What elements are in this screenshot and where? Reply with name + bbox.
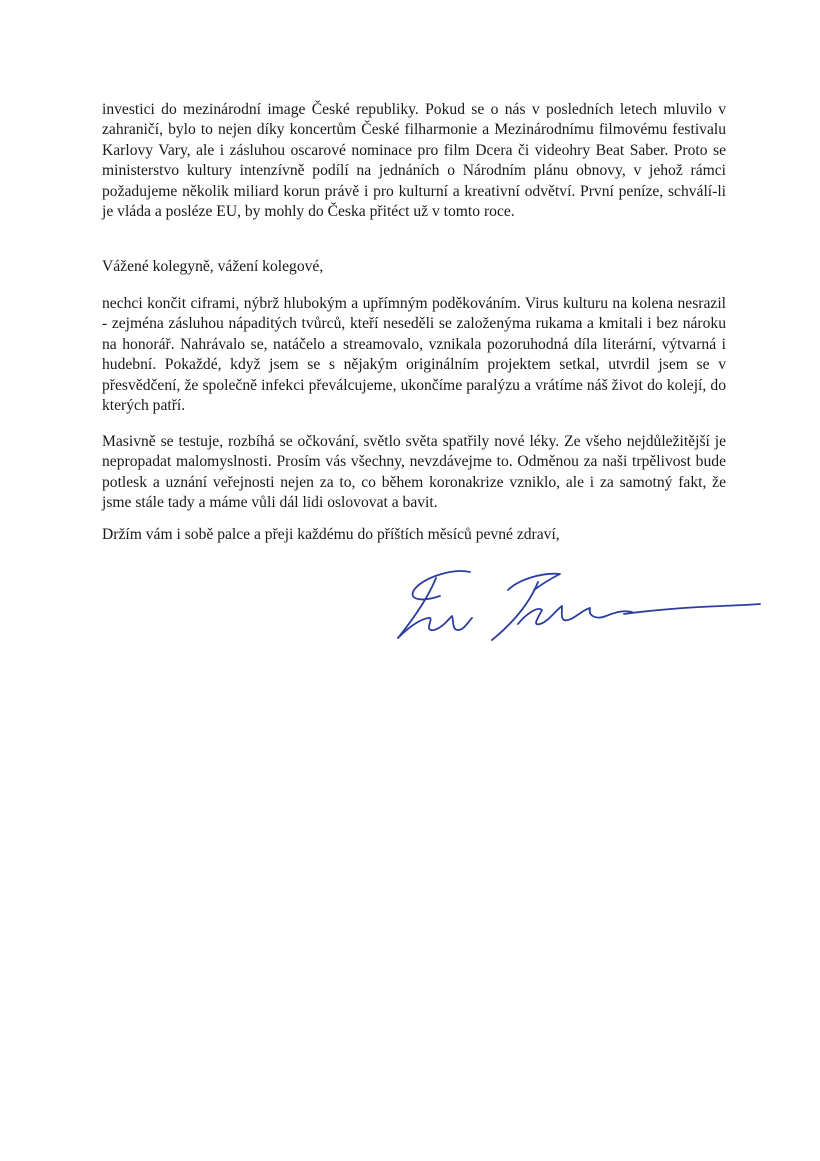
letter-closing: Držím vám i sobě palce a přeji každému do příštích měsíců pevné zdraví, bbox=[102, 526, 560, 543]
letter-paragraph-1: investici do mezinárodní image České republiky. Pokud se o nás v posledních letech mluvilo v zahraničí, bylo to nejen díky koncertům České filharmonie a Mezinárodnímu filmovému festivalu Karlovy Vary, ale i zásluhou oscarové nominace pro film Dcera či videohry Beat Saber. Proto se ministerstvo kultury intenzívně podílí na jednáních o Národním plánu obnovy, v jehož rámci požadujeme několik miliard korun právě i pro kulturní a kreativní odvětví. První peníze, schválí-li je vláda a posléze EU, by mohly do Česka přitéct už v tomto roce. bbox=[102, 101, 726, 221]
handwritten-signature bbox=[392, 560, 764, 650]
letter-paragraph-3: Masivně se testuje, rozbíhá se očkování, světlo světa spatřily nové léky. Ze všeho nejdůležitější je nepropadat malomyslnosti. Prosím vás všechny, nevzdávejme to. Odměnou za naši trpělivost bude potlesk a uznání veřejnosti nejen za to, co během koronakrize vzniklo, ale i za samotný fakt, že jsme stále tady a máme vůli dál lidi oslovovat a bavit. bbox=[102, 433, 726, 512]
letter-salutation: Vážené kolegyně, vážení kolegové, bbox=[102, 258, 324, 275]
signature-drawing bbox=[392, 560, 764, 650]
letter-paragraph-2: nechci končit ciframi, nýbrž hlubokým a upřímným poděkováním. Virus kulturu na kolena nesrazil - zejména zásluhou nápaditých tvůrců, kteří neseděli se založenýma rukama a kmitali i bez nároku na honorář. Nahrávalo se, natáčelo a streamovalo, vznikala pozoruhodná díla literární, výtvarná i hudební. Pokaždé, když jsem se s nějakým originálním projektem setkal, utvrdil jsem se v přesvědčení, že společně infekci převálcujeme, ukončíme paralýzu a vrátíme náš život do kolejí, do kterých patří. bbox=[102, 295, 726, 415]
